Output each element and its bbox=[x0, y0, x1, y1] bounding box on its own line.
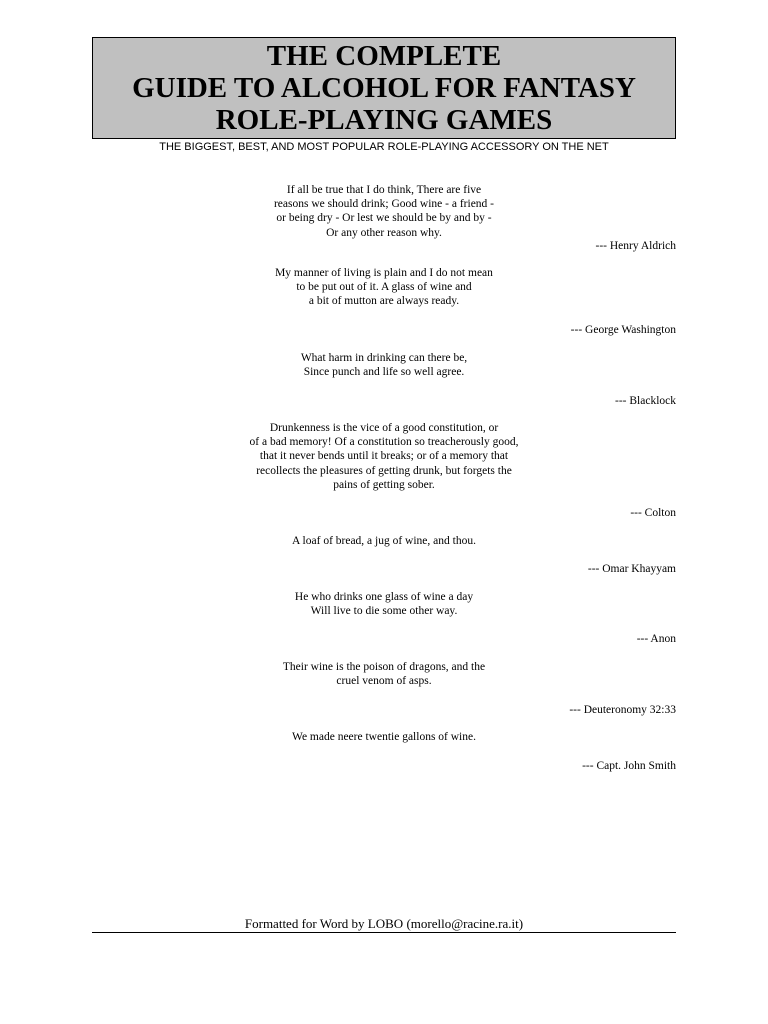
title-box bbox=[92, 37, 676, 139]
quote-line: A loaf of bread, a jug of wine, and thou. bbox=[292, 535, 476, 547]
quote-line: Their wine is the poison of dragons, and the bbox=[282, 661, 486, 673]
quote-5 bbox=[92, 534, 676, 548]
quote-line: He who drinks one glass of wine a day bbox=[294, 591, 474, 603]
title-line-2: GUIDE TO ALCOHOL FOR FANTASY bbox=[132, 72, 636, 104]
quote-8-author: --- Capt. John Smith bbox=[582, 760, 676, 772]
quote-line: cruel venom of asps. bbox=[336, 675, 432, 688]
footer-rule bbox=[92, 932, 676, 933]
quote-line: Or any other reason why. bbox=[326, 226, 442, 239]
footer-credit: Formatted for Word by LOBO (morello@racine.ra.it) bbox=[244, 916, 524, 931]
quote-3-author: --- Blacklock bbox=[615, 395, 676, 407]
quote-line: If all be true that I do think, There are five bbox=[286, 184, 482, 196]
quote-line: a bit of mutton are always ready. bbox=[308, 295, 460, 308]
quote-line: recollects the pleasures of getting drunk, but forgets the bbox=[256, 464, 512, 477]
quote-6 bbox=[92, 590, 676, 618]
quote-line: that it never bends until it breaks; or of a memory that bbox=[259, 450, 509, 463]
quote-7 bbox=[92, 660, 676, 688]
quote-line: Drunkenness is the vice of a good constitution, or bbox=[269, 422, 499, 434]
quote-line: of a bad memory! Of a constitution so treacherously good, bbox=[249, 436, 519, 449]
quote-3 bbox=[92, 351, 676, 379]
quote-line: Since punch and life so well agree. bbox=[303, 366, 465, 379]
quote-line: to be put out of it. A glass of wine and bbox=[296, 281, 472, 294]
quote-5-author: --- Omar Khayyam bbox=[587, 563, 676, 575]
subtitle: THE BIGGEST, BEST, AND MOST POPULAR ROLE-PLAYING ACCESSORY ON THE NET bbox=[159, 141, 609, 153]
quote-line: Will live to die some other way. bbox=[310, 605, 458, 618]
quote-line: pains of getting sober. bbox=[333, 478, 435, 491]
quote-2-author: --- George Washington bbox=[570, 324, 676, 336]
quote-line: reasons we should drink; Good wine - a friend - bbox=[273, 198, 495, 211]
quote-8 bbox=[92, 730, 676, 744]
quote-4 bbox=[92, 421, 676, 492]
quote-line: What harm in drinking can there be, bbox=[300, 352, 468, 364]
quote-line: or being dry - Or lest we should be by and by - bbox=[276, 212, 492, 225]
quote-7-author: --- Deuteronomy 32:33 bbox=[569, 704, 676, 716]
quote-2 bbox=[92, 266, 676, 309]
quote-line: We made neere twentie gallons of wine. bbox=[292, 731, 476, 743]
quote-1 bbox=[92, 183, 676, 240]
quote-line: My manner of living is plain and I do not mean bbox=[275, 267, 493, 279]
title-line-1: THE COMPLETE bbox=[266, 40, 502, 72]
title-line-3: ROLE-PLAYING GAMES bbox=[215, 104, 553, 136]
quote-1-author: --- Henry Aldrich bbox=[595, 240, 676, 252]
quote-4-author: --- Colton bbox=[630, 507, 676, 519]
quote-6-author: --- Anon bbox=[636, 633, 676, 645]
